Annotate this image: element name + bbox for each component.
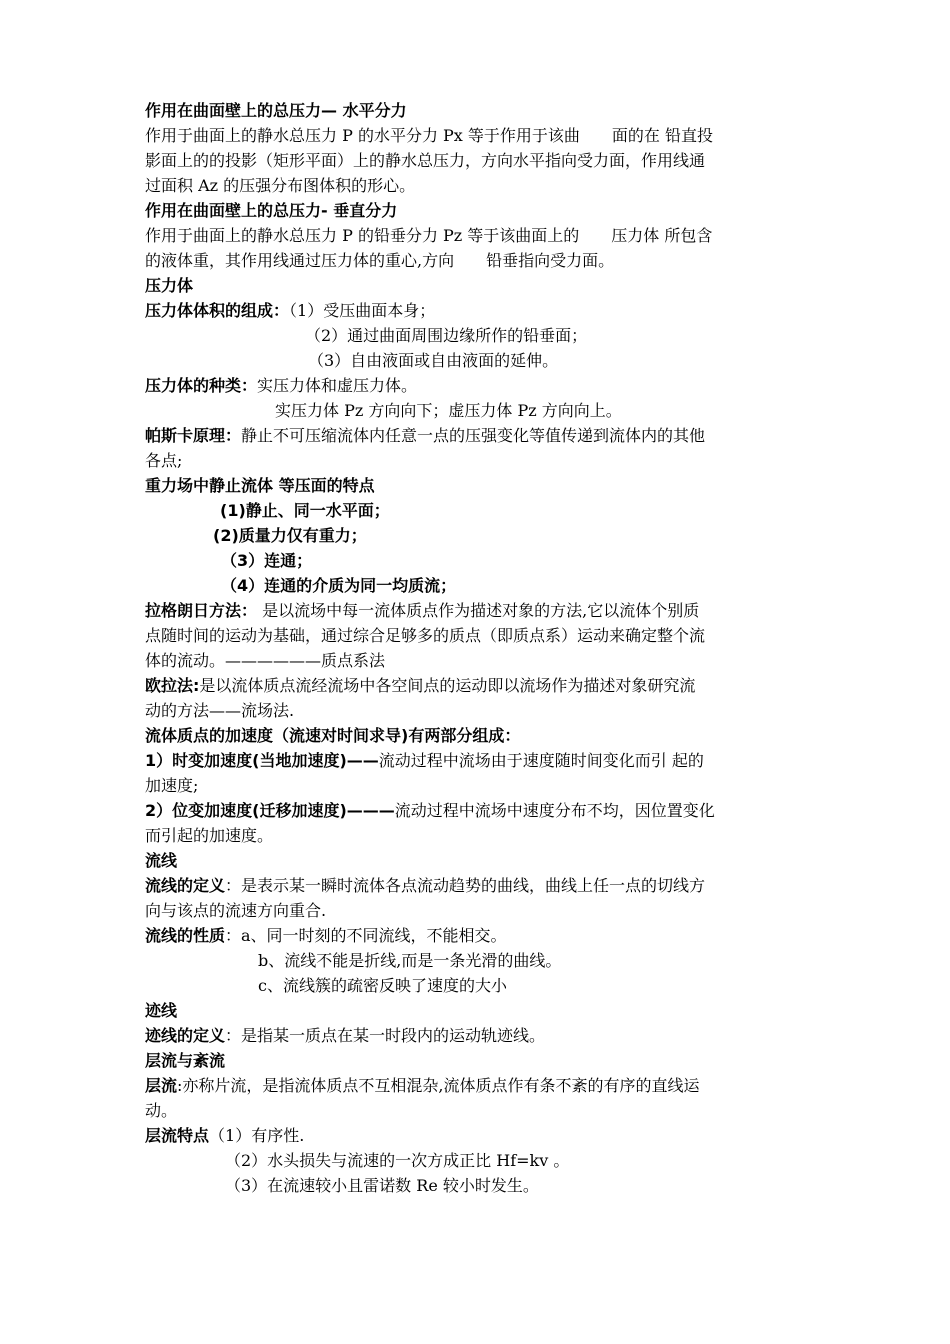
- list-item: （2）通过曲面周围边缘所作的铅垂面；: [305, 326, 588, 345]
- streamline-definition: [145, 874, 812, 898]
- euler-method: [145, 674, 812, 698]
- label: 欧拉法:: [145, 676, 200, 695]
- paragraph-line: 体的流动。——————质点系法: [145, 651, 386, 670]
- label: 压力体体积的组成：: [145, 301, 290, 320]
- heading-pressure-body: 压力体: [145, 276, 194, 295]
- text: 实压力体和虚压力体。: [257, 376, 418, 395]
- label: 拉格朗日方法：: [145, 601, 258, 620]
- lagrange-method: [145, 599, 812, 623]
- heading-acceleration: 流体质点的加速度（流速对时间求导)有两部分组成：: [145, 726, 521, 745]
- paragraph-line: 的液体重，其作用线通过压力体的重心,方向 铅垂指向受力面。: [145, 251, 615, 270]
- list-item: （2）水头损失与流速的一次方成正比 Hf=kv 。: [225, 1151, 570, 1170]
- label: 层流: [145, 1076, 178, 1095]
- heading-vertical-force: 作用在曲面壁上的总压力- 垂直分力: [145, 201, 398, 220]
- laminar-features: [145, 1124, 812, 1148]
- list-item: c、流线簇的疏密反映了速度的大小: [258, 976, 507, 995]
- pressure-body-composition: [145, 299, 812, 323]
- label: 1）时变加速度(当地加速度)——: [145, 751, 379, 770]
- label: 2）位变加速度(迁移加速度)———: [145, 801, 395, 820]
- laminar-definition: [145, 1074, 812, 1098]
- paragraph-line: 影面上的的投影（矩形平面）上的静水总压力，方向水平指向受力面，作用线通: [145, 151, 706, 170]
- paragraph-line: 加速度;: [145, 776, 199, 795]
- text: 静止不可压缩流体内任意一点的压强变化等值传递到流体内的其他: [241, 426, 706, 445]
- list-item: （3）自由液面或自由液面的延伸。: [308, 351, 559, 370]
- pressure-body-types: [145, 374, 812, 398]
- convective-acceleration: [145, 799, 812, 823]
- text: ：是指某一质点在某一时段内的运动轨迹线。: [225, 1026, 546, 1045]
- text: 是以流场中每一流体质点作为描述对象的方法,它以流体个别质: [257, 601, 700, 620]
- list-item: （3）在流速较小且雷诺数 Re 较小时发生。: [225, 1176, 539, 1195]
- paragraph-line: 过面积 Az 的压强分布图体积的形心。: [145, 176, 416, 195]
- text: :亦称片流，是指流体质点不互相混杂,流体质点作有条不紊的有序的直线运: [177, 1076, 700, 1095]
- paragraph-line: 实压力体 Pz 方向向下；虚压力体 Pz 方向向上。: [275, 401, 622, 420]
- label: 帕斯卡原理：: [145, 426, 242, 445]
- paragraph-line: 动。: [145, 1101, 178, 1120]
- heading-laminar-turbulent: 层流与紊流: [145, 1051, 226, 1070]
- list-item: （1）受压曲面本身；: [289, 301, 436, 320]
- list-item: （4）连通的介质为同一均质流；: [221, 576, 457, 595]
- label: 流线的定义: [145, 876, 226, 895]
- list-item: （1）有序性.: [209, 1126, 305, 1145]
- heading-streamline: 流线: [145, 851, 178, 870]
- heading-equipotential: 重力场中静止流体 等压面的特点: [145, 476, 375, 495]
- list-item: ：a、同一时刻的不同流线，不能相交。: [225, 926, 507, 945]
- paragraph-line: 各点;: [145, 451, 183, 470]
- paragraph-line: 点随时间的运动为基础，通过综合足够多的质点（即质点系）运动来确定整个流: [145, 626, 706, 645]
- text: ：是表示某一瞬时流体各点流动趋势的曲线，曲线上任一点的切线方: [225, 876, 706, 895]
- paragraph-line: 动的方法——流场法.: [145, 701, 295, 720]
- list-item: (1)静止、同一水平面；: [220, 501, 390, 520]
- paragraph-line: 向与该点的流速方向重合.: [145, 901, 327, 920]
- heading-pathline: 迹线: [145, 1001, 178, 1020]
- label: 迹线的定义: [145, 1026, 226, 1045]
- label: 压力体的种类：: [145, 376, 258, 395]
- label: 层流特点: [145, 1126, 210, 1145]
- text: 流动过程中流场由于速度随时间变化而引 起的: [378, 751, 704, 770]
- streamline-properties: [145, 924, 812, 948]
- list-item: b、流线不能是折线,而是一条光滑的曲线。: [258, 951, 562, 970]
- paragraph-line: 而引起的加速度。: [145, 826, 274, 845]
- paragraph-line: 作用于曲面上的静水总压力 P 的水平分力 Px 等于作用于该曲 面的在 铅直投: [145, 126, 713, 145]
- local-acceleration: [145, 749, 812, 773]
- label: 流线的性质: [145, 926, 226, 945]
- pathline-definition: [145, 1024, 812, 1048]
- text: 是以流体质点流经流场中各空间点的运动即以流场作为描述对象研究流: [199, 676, 696, 695]
- text: 流动过程中流场中速度分布不均，因位置变化: [394, 801, 715, 820]
- list-item: (2)质量力仅有重力；: [213, 526, 367, 545]
- paragraph-line: 作用于曲面上的静水总压力 P 的铅垂分力 Pz 等于该曲面上的 压力体 所包含: [145, 226, 713, 245]
- heading-horizontal-force: 作用在曲面壁上的总压力— 水平分力: [145, 101, 407, 120]
- pascal-principle: [145, 424, 812, 448]
- list-item: （3）连通；: [221, 551, 313, 570]
